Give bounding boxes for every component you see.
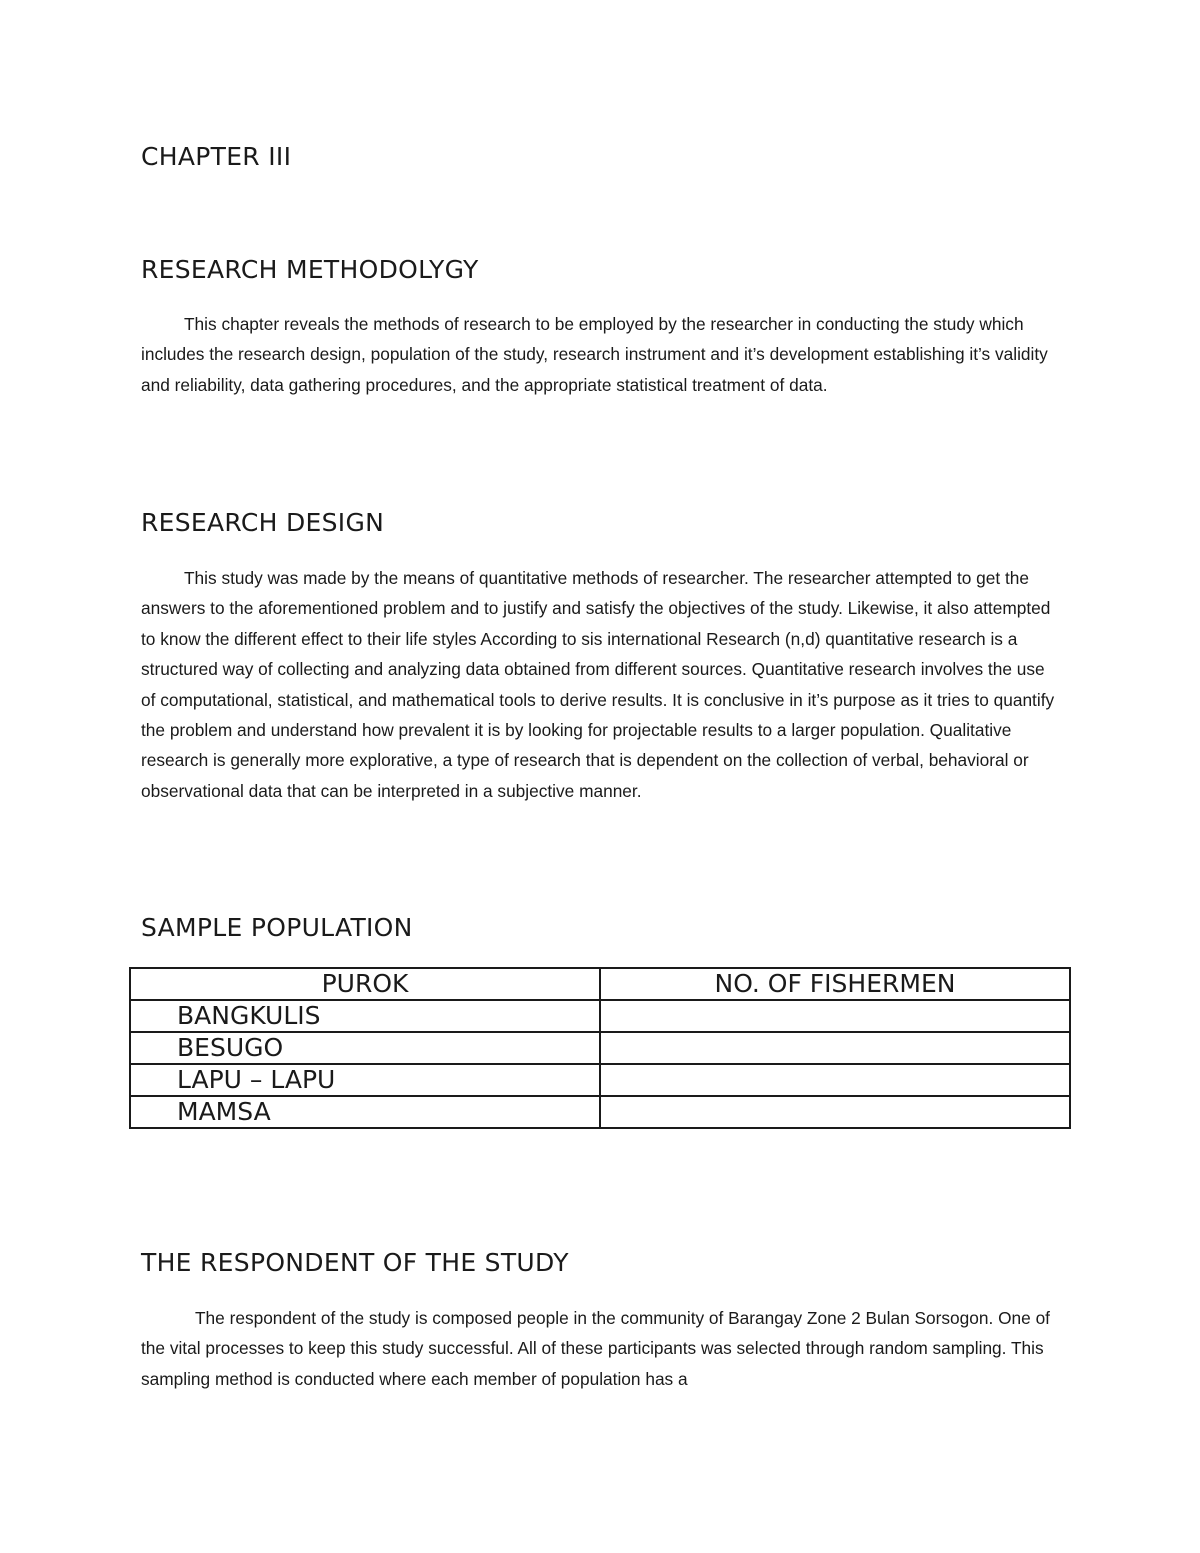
purok-cell: LAPU – LAPU <box>130 1064 600 1096</box>
table-row <box>130 1096 1070 1128</box>
table-row <box>130 1000 1070 1032</box>
respondent-paragraph: The respondent of the study is composed people in the community of Barangay Zone 2 Bulan Sorsogon. One of the vital processes to keep this study successful. All of these participants was selected through random sampling. This sampling method is conducted where each member of population has a <box>141 1308 1050 1389</box>
fishermen-cell <box>600 1000 1070 1032</box>
column-header-purok: PUROK <box>130 968 600 1000</box>
fishermen-cell <box>600 1032 1070 1064</box>
column-header-fishermen: NO. OF FISHERMEN <box>600 968 1070 1000</box>
table-row <box>130 1064 1070 1096</box>
fishermen-cell <box>600 1064 1070 1096</box>
table-row <box>130 1032 1070 1064</box>
section-heading-methodology: RESEARCH METHODOLYGY <box>141 255 479 284</box>
purok-cell: BESUGO <box>130 1032 600 1064</box>
section-heading-sample-population: SAMPLE POPULATION <box>141 913 413 942</box>
sample-population-table <box>129 967 1071 1129</box>
methodology-paragraph: This chapter reveals the methods of research to be employed by the researcher in conducting the study which includes the research design, population of the study, research instrument and it’s development establishing it’s validity and reliability, data gathering procedures, and the appropriate statistical treatment of data. <box>141 314 1048 395</box>
table-header-row <box>130 968 1070 1000</box>
section-heading-design: RESEARCH DESIGN <box>141 508 385 537</box>
design-paragraph: This study was made by the means of quantitative methods of researcher. The researcher attempted to get the answers to the aforementioned problem and to justify and satisfy the objectives of the study. Likewise, it also attempted to know the different effect to their life styles According to sis international Research (n,d) quantitative research is a structured way of collecting and analyzing data obtained from different sources. Quantitative research involves the use of computational, statistical, and mathematical tools to derive results. It is conclusive in it’s purpose as it tries to quantify the problem and understand how prevalent it is by looking for projectable results to a larger population. Qualitative research is generally more explorative, a type of research that is dependent on the collection of verbal, behavioral or observational data that can be interpreted in a subjective manner. <box>141 568 1055 801</box>
fishermen-cell <box>600 1096 1070 1128</box>
chapter-title: CHAPTER III <box>141 142 292 171</box>
purok-cell: MAMSA <box>130 1096 600 1128</box>
purok-cell: BANGKULIS <box>130 1000 600 1032</box>
section-heading-respondent: THE RESPONDENT OF THE STUDY <box>141 1248 569 1277</box>
